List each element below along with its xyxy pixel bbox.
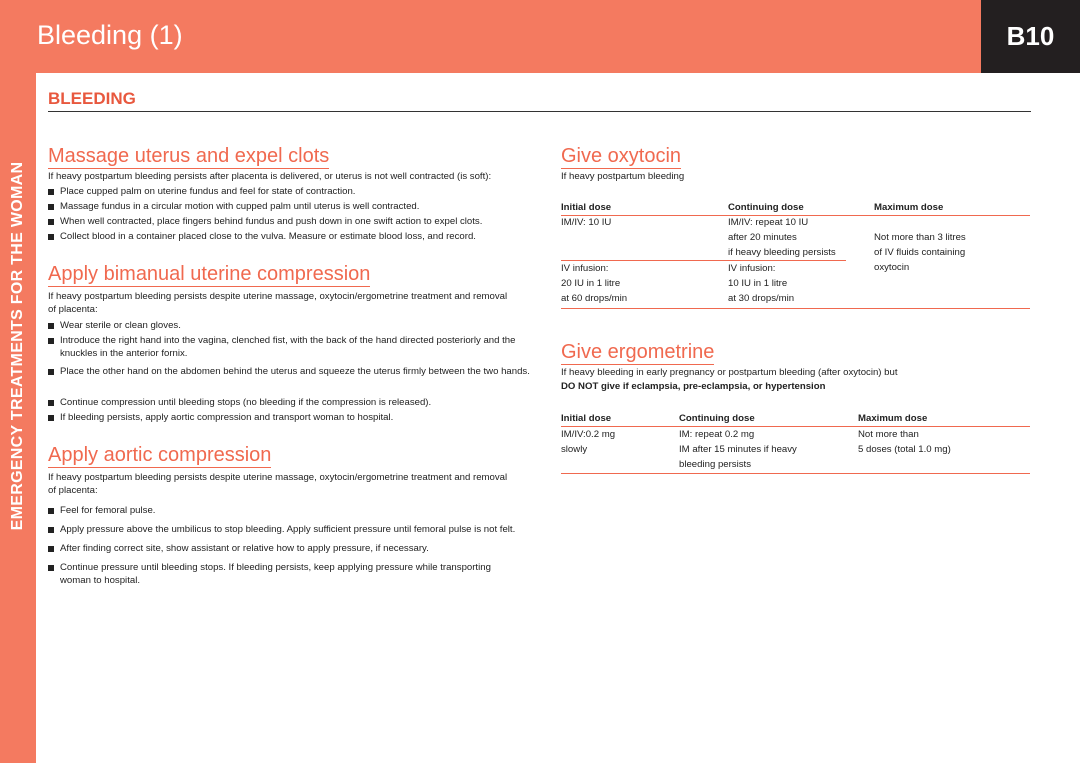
oxytocin-cell: IM/IV: repeat 10 IU [728,217,809,228]
aortic-title: Apply aortic compression [48,444,272,466]
oxytocin-title: Give oxytocin [561,145,682,167]
section-heading: BLEEDING [48,89,1031,112]
oxytocin-cell: after 20 minutes [728,232,797,243]
oxytocin-cell: if heavy bleeding persists [728,247,836,258]
oxytocin-header-initial: Initial dose [561,202,612,213]
oxytocin-header-continuing: Continuing dose [728,202,804,213]
oxytocin-cell: 10 IU in 1 litre [728,278,788,289]
ergometrine-cell: 5 doses (total 1.0 mg) [858,444,951,455]
aortic-bullet: Continue pressure until bleeding stops. If bleeding persists, keep applying pressure while transporting woman to hospital. [48,562,520,587]
page-title: Bleeding (1) [37,20,183,50]
ergometrine-intro: If heavy bleeding in early pregnancy or postpartum bleeding (after oxytocin) but [561,367,898,378]
bimanual-intro: If heavy postpartum bleeding persists despite uterine massage, oxytocin/ergometrine treatment and removal of placenta: [48,291,508,315]
ergometrine-header-continuing: Continuing dose [679,413,755,424]
ergometrine-warning: DO NOT give if eclampsia, pre-eclampsia, or hypertension [561,381,826,392]
massage-intro: If heavy postpartum bleeding persists after placenta is delivered, or uterus is not well contracted (is soft): [48,171,492,182]
bimanual-bullet: Wear sterile or clean gloves. [48,320,530,333]
ergometrine-header-initial: Initial dose [561,413,612,424]
ergometrine-cell: IM/IV:0.2 mg [561,429,616,440]
sidebar [0,73,36,763]
page-code-badge: B10 [981,0,1080,73]
bimanual-bullet: If bleeding persists, apply aortic compression and transport woman to hospital. [48,412,530,425]
ergometrine-title: Give ergometrine [561,341,715,363]
ergometrine-cell: slowly [561,444,588,455]
bimanual-bullet: Place the other hand on the abdomen behind the uterus and squeeze the uterus firmly between the two hands. [48,366,530,379]
oxytocin-header-rule [561,215,1030,216]
aortic-bullet: Feel for femoral pulse. [48,505,540,518]
ergometrine-cell: Not more than [858,429,919,440]
oxytocin-cell: of IV fluids containing [874,247,966,258]
bimanual-bullet: Continue compression until bleeding stops (no bleeding if the compression is released). [48,397,530,410]
oxytocin-bottom-rule [561,308,1030,309]
ergometrine-header-rule [561,426,1030,427]
massage-bullet: Place cupped palm on uterine fundus and feel for state of contraction. [48,186,540,199]
bimanual-title: Apply bimanual uterine compression [48,263,371,285]
sidebar-label: EMERGENCY TREATMENTS FOR THE WOMAN [9,161,26,531]
oxytocin-cell: IV infusion: [561,263,609,274]
oxytocin-row-rule [561,260,846,261]
oxytocin-cell: Not more than 3 litres [874,232,966,243]
ergometrine-cell: IM after 15 minutes if heavy [679,444,797,455]
massage-bullet: Collect blood in a container placed close to the vulva. Measure or estimate blood loss, and record. [48,231,540,244]
oxytocin-cell: at 60 drops/min [561,293,628,304]
oxytocin-cell: 20 IU in 1 litre [561,278,621,289]
ergometrine-cell: IM: repeat 0.2 mg [679,429,755,440]
oxytocin-header-maximum: Maximum dose [874,202,944,213]
oxytocin-cell: IV infusion: [728,263,776,274]
massage-bullet: When well contracted, place fingers behind fundus and push down in one swift action to expel clots. [48,216,540,229]
massage-title: Massage uterus and expel clots [48,145,330,167]
oxytocin-cell: IM/IV: 10 IU [561,217,612,228]
ergometrine-header-maximum: Maximum dose [858,413,928,424]
oxytocin-cell: oxytocin [874,262,910,273]
oxytocin-cell: at 30 drops/min [728,293,795,304]
massage-bullet: Massage fundus in a circular motion with cupped palm until uterus is well contracted. [48,201,540,214]
oxytocin-intro: If heavy postpartum bleeding [561,171,685,182]
aortic-bullet: Apply pressure above the umbilicus to stop bleeding. Apply sufficient pressure until femoral pulse is not felt. [48,524,550,537]
aortic-bullet: After finding correct site, show assistant or relative how to apply pressure, if necessary. [48,543,540,556]
ergometrine-bottom-rule [561,473,1030,474]
aortic-intro: If heavy postpartum bleeding persists despite uterine massage, oxytocin/ergometrine treatment and removal of placenta: [48,472,508,496]
ergometrine-cell: bleeding persists [679,459,751,470]
bimanual-bullet: Introduce the right hand into the vagina, clenched fist, with the back of the hand directed posteriorly and the knuckles in the anterior fornix. [48,335,530,360]
